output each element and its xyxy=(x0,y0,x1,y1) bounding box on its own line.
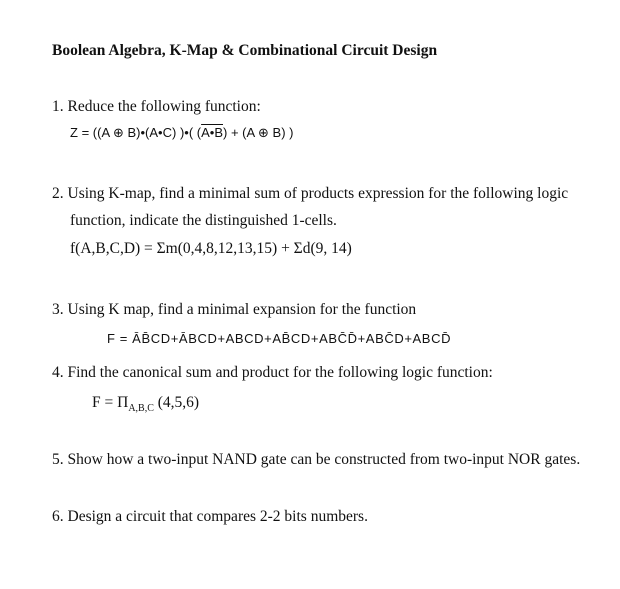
q4-prefix: F = Π xyxy=(92,394,129,411)
q3-term-2c: BCD xyxy=(188,331,218,346)
q3-term-2b: Ā xyxy=(178,331,189,346)
question-6-text: 6. Design a circuit that compares 2-2 bits numbers. xyxy=(52,508,368,525)
q4-subscript: A,B,C xyxy=(128,403,154,415)
q3-term-4b: B̄ xyxy=(281,331,291,346)
q3-term-2a: + xyxy=(170,331,179,346)
question-2-line-2: function, indicate the distinguished 1-cells. xyxy=(70,212,337,229)
q3-term-5b: C̄D̄ xyxy=(337,331,358,346)
q1-part2: ) + (A ⊕ B) ) xyxy=(223,125,294,140)
question-2-line-1: 2. Using K-map, find a minimal sum of products expression for the following logic xyxy=(52,185,569,202)
question-1-text: 1. Reduce the following function: xyxy=(52,98,261,115)
q3-term-6a: +AB xyxy=(357,331,385,346)
question-2-formula: f(A,B,C,D) = Σm(0,4,8,12,13,15) + Σd(9, 14) xyxy=(70,240,352,257)
q3-term-6c: D xyxy=(394,331,405,346)
question-1-expression xyxy=(70,125,293,141)
q3-term-6b: C̄ xyxy=(384,331,395,346)
q1-eq: = xyxy=(77,125,93,140)
question-4-formula xyxy=(92,394,199,414)
q3-term-5a: +AB xyxy=(310,331,338,346)
q3-term-7b: D̄ xyxy=(441,331,452,346)
q4-suffix: (4,5,6) xyxy=(153,394,200,411)
question-5-text: 5. Show how a two-input NAND gate can be constructed from two-input NOR gates. xyxy=(52,451,581,468)
page-title: Boolean Algebra, K-Map & Combinational Circuit Design xyxy=(52,42,438,59)
question-3-text: 3. Using K map, find a minimal expansion for the function xyxy=(52,301,417,318)
question-3-expression xyxy=(107,331,451,346)
q3-term-4a: +A xyxy=(264,331,282,346)
q3-term-1a: ĀB̄ xyxy=(132,331,151,346)
q3-f: F xyxy=(107,331,116,346)
question-4-text: 4. Find the canonical sum and product for the following logic function: xyxy=(52,364,493,381)
q3-term-7a: +ABC xyxy=(404,331,442,346)
q3-term-4c: CD xyxy=(290,331,311,346)
q1-part1: ((A ⊕ B)•(A•C) )•( ( xyxy=(92,125,202,140)
q3-term-3: +ABCD xyxy=(217,331,265,346)
q3-term-1b: CD xyxy=(150,331,171,346)
q3-eq: = xyxy=(115,331,133,346)
q1-z: Z xyxy=(70,125,78,140)
q1-overline-term: A•B xyxy=(201,125,223,140)
